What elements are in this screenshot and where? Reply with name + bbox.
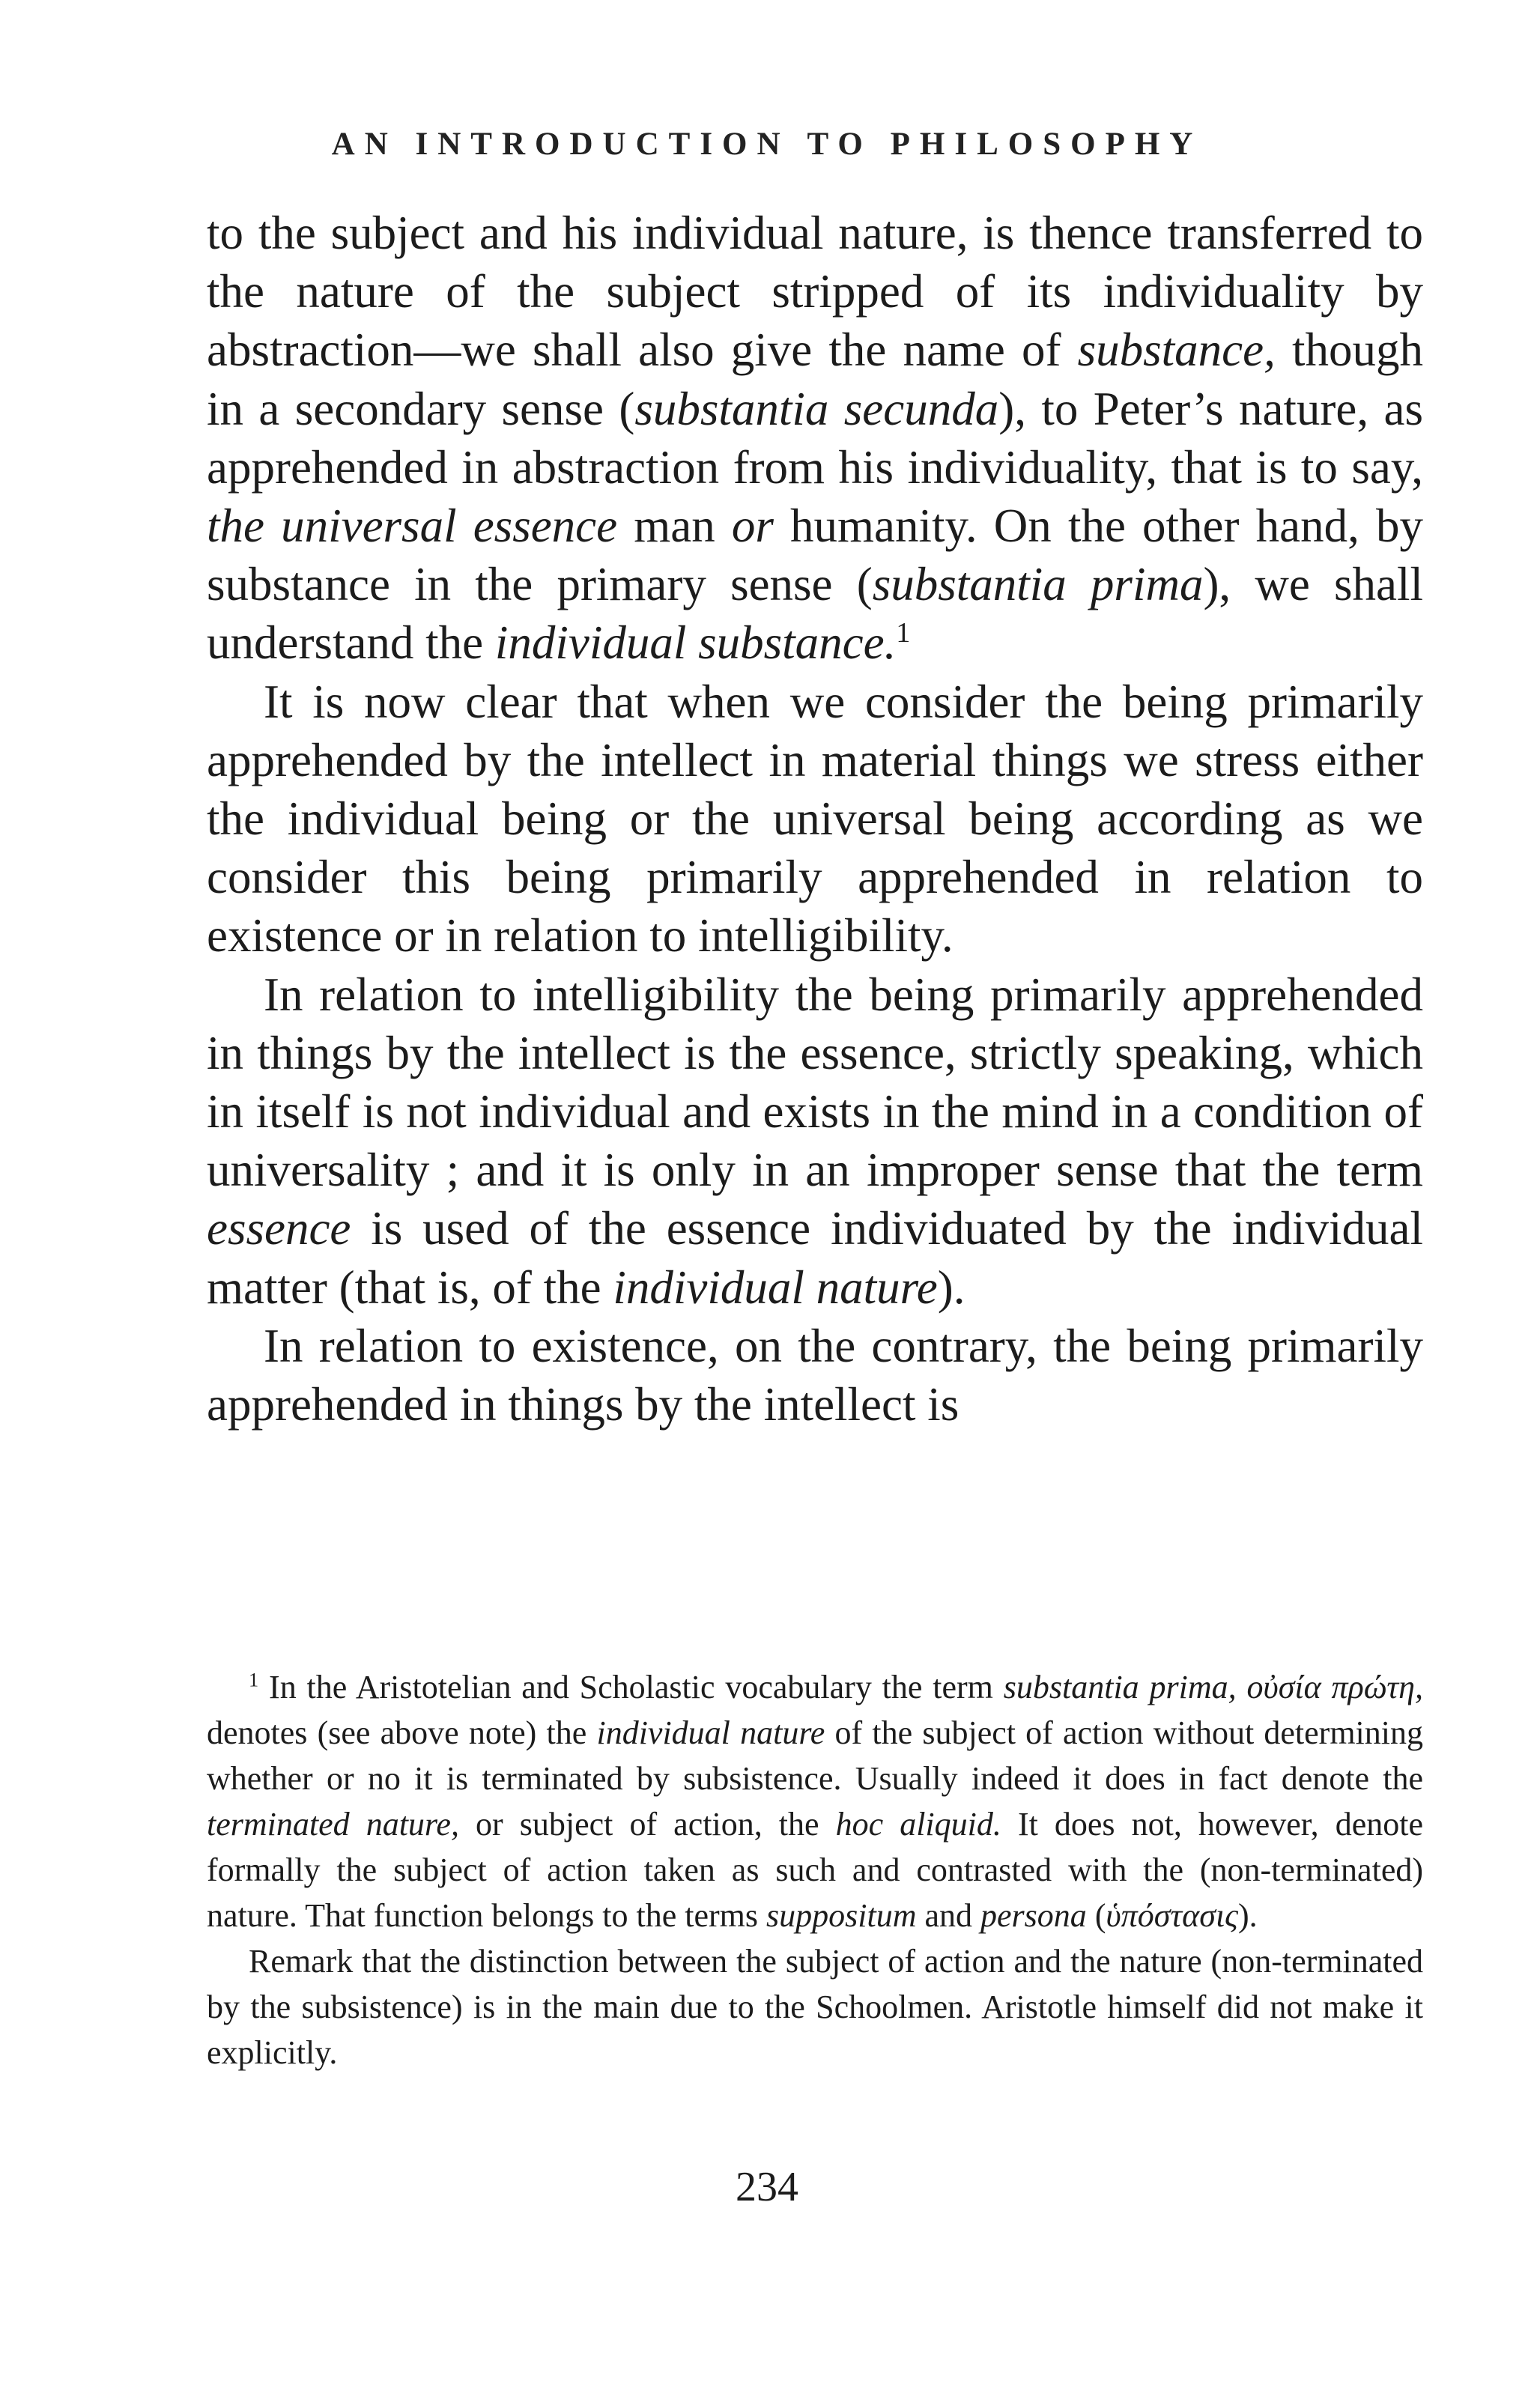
page-number: 234 (736, 2164, 798, 2210)
paragraph-4: In relation to existence, on the contrary, the being primarily apprehended in things by the intellect is (207, 1319, 1423, 1431)
footnote-number: 1 (249, 1668, 259, 1691)
footnote-reference: 1 (896, 617, 911, 649)
footnote-remark: Remark that the distinction between the subject of action and the nature (non-terminated by the subsistence) is in the main due to the Schoolmen. Aristotle himself did not make it explicitly. (207, 1943, 1423, 2071)
footnote-1: $^1$ In the Aristotelian and Scholastic vocabulary the term substantia prima, οὐσία πρώτη, denotes (see above note) the individual nature of the subject of action without determining whether or no it is terminated by subsistence. Usually indeed it does in fact denote the terminated nature, or subject of action, the hoc aliquid. It does not, however, denote formally the subject of action taken as such and contrasted with the (non-terminated) nature. That function belongs to the terms suppositum and persona (ὑπόστασις). (207, 1668, 1424, 1934)
running-head: AN INTRODUCTION TO PHILOSOPHY (331, 127, 1203, 162)
paragraph-1: to the subject and his individual nature, is thence transferred to the nature of the subject stripped of its individuality by abstraction—we shall also give the name of substance, though in a secondary sense (substantia secunda), to Peter’s nature, as apprehended in abstraction from his individuality, that is to say, the universal essence man or humanity. On the other hand, by substance in the primary sense (substantia prima), we shall understand the individual substance.$^1$ (207, 207, 1423, 670)
paragraph-3: In relation to intelligibility the being primarily apprehended in things by the intellect is the essence, strictly speaking, which in itself is not individual and exists in the mind in a condition of universality ; and it is only in an improper sense that the term essence is used of the essence individuated by the individual matter (that is, of the individual nature). (207, 968, 1423, 1314)
footnote-section (207, 1664, 1423, 2075)
main-text (207, 204, 1423, 1434)
paragraph-2: It is now clear that when we consider the being primarily apprehended by the intellect in material things we stress either the individual being or the universal being according as we consider this being primarily apprehended in relation to existence or in relation to intelligibility. (207, 675, 1423, 962)
